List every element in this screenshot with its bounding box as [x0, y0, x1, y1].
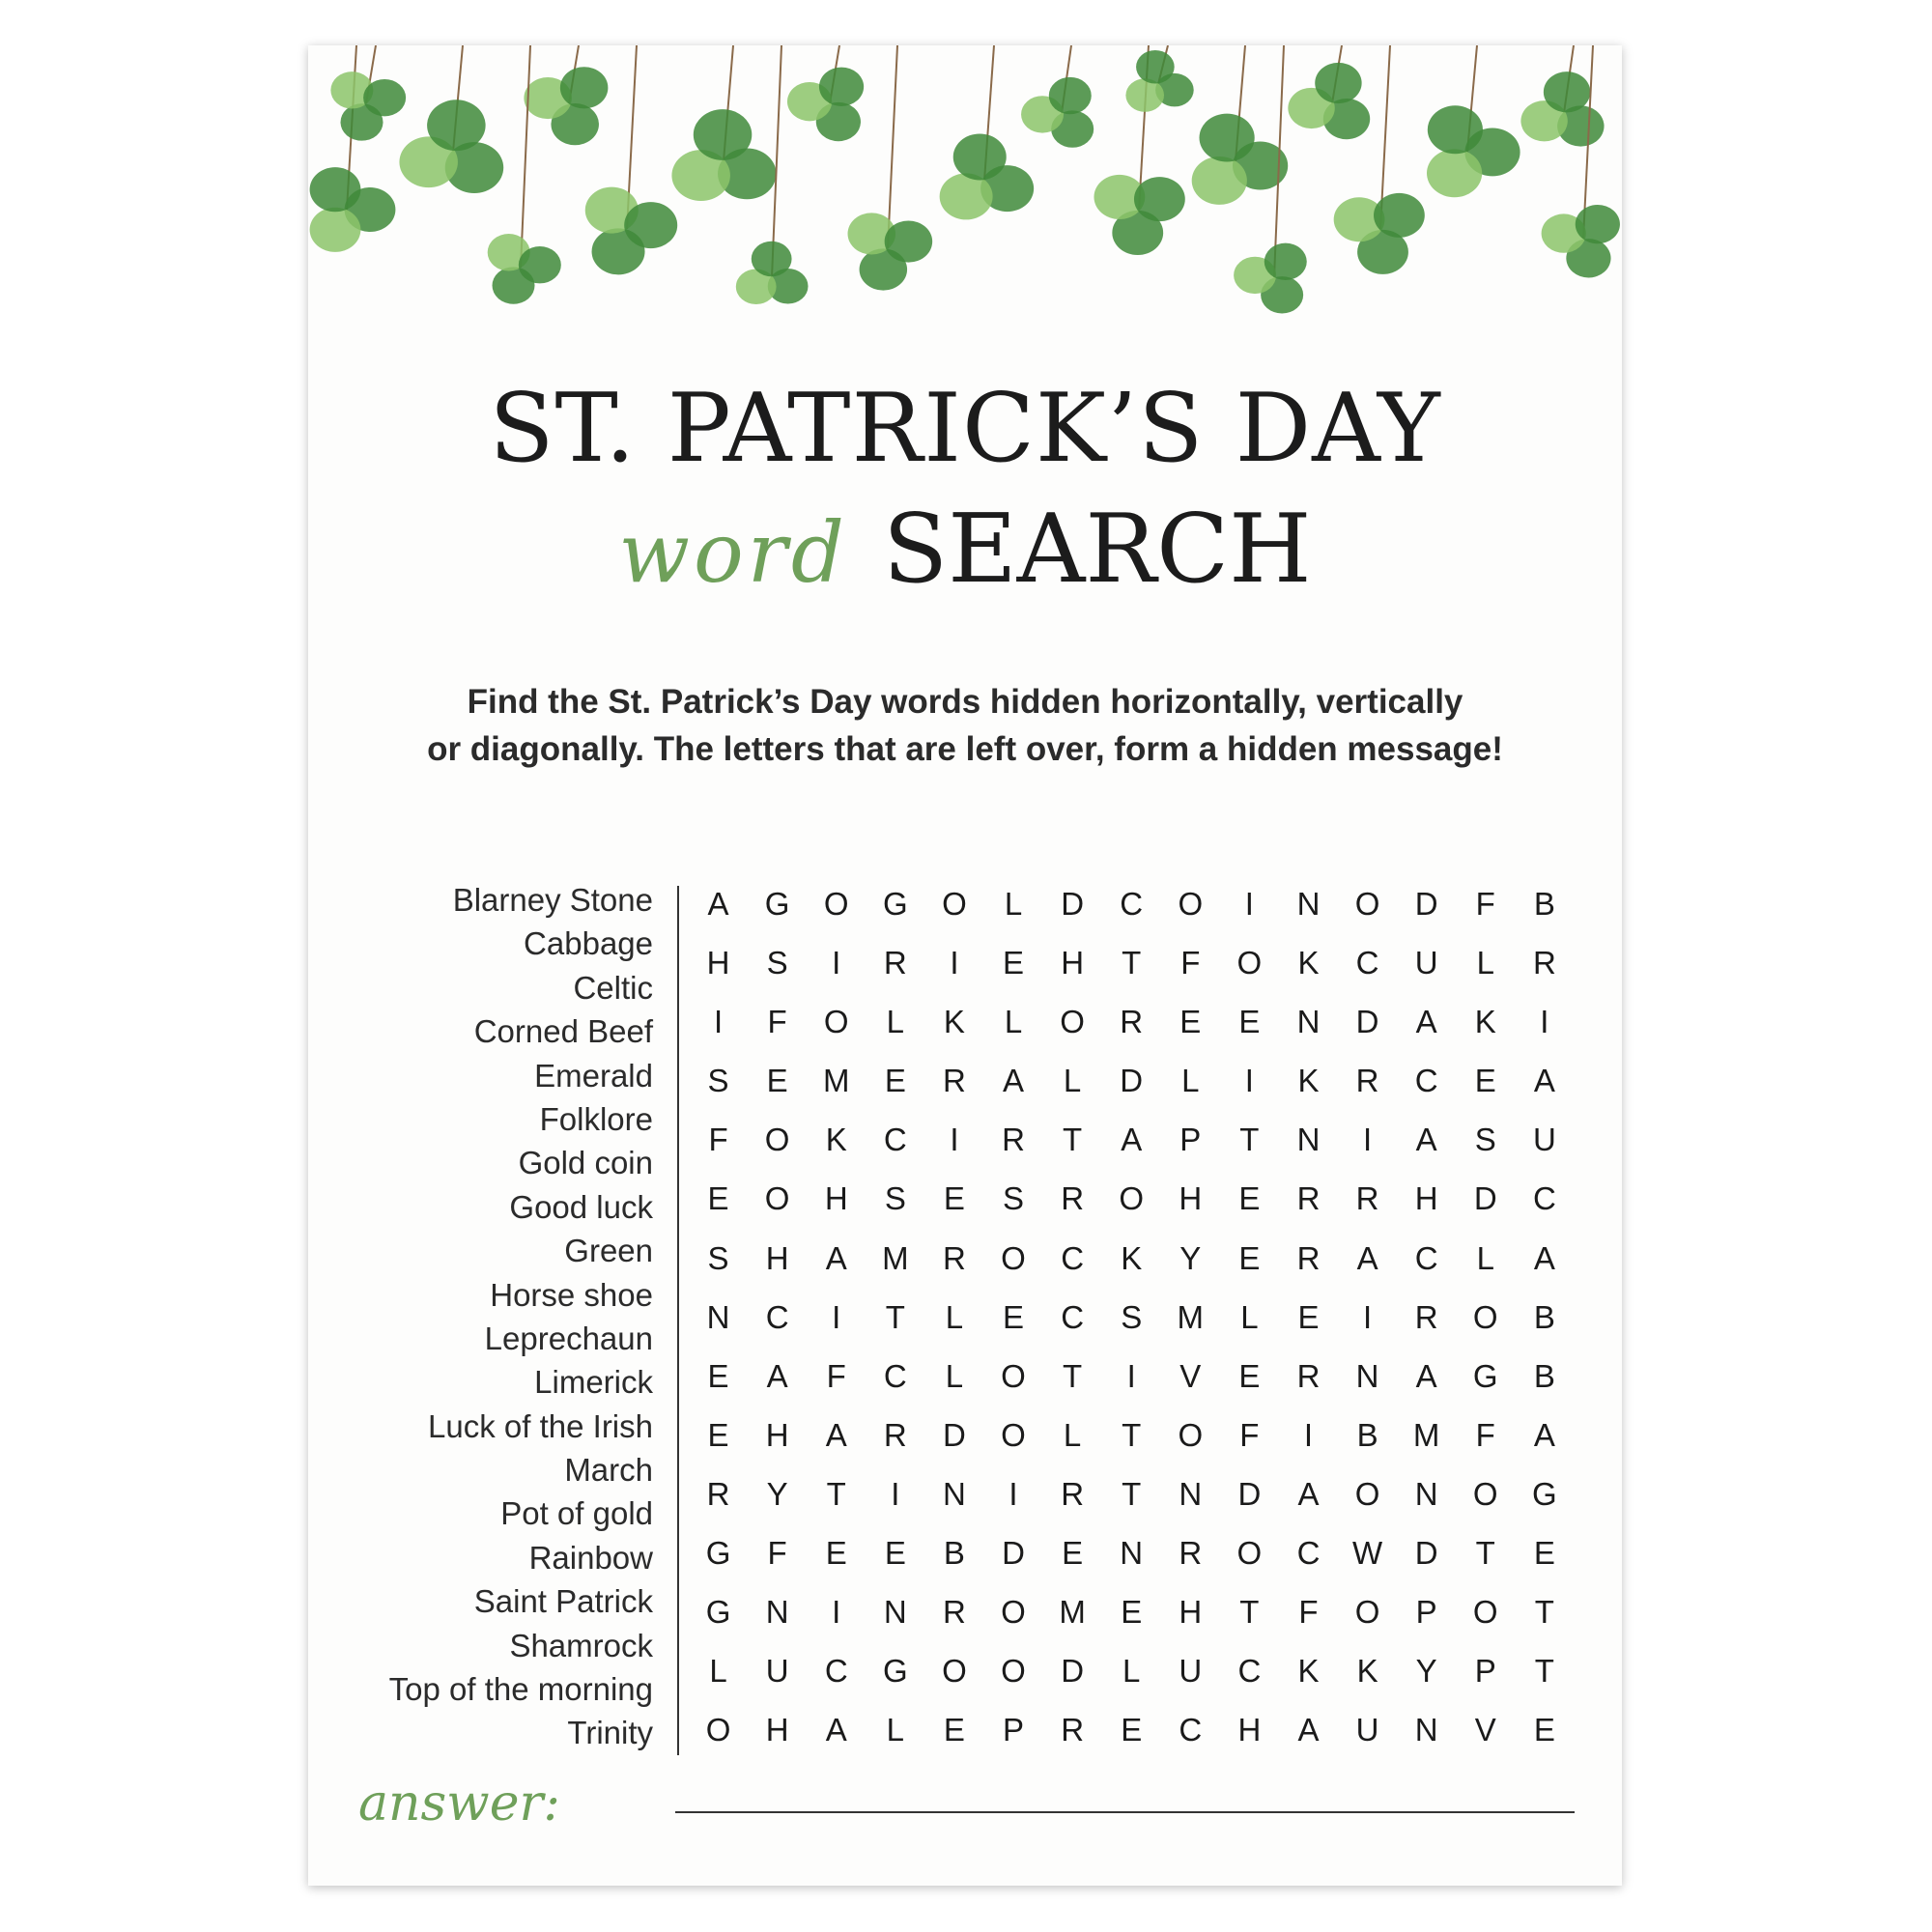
grid-letter[interactable]: Y: [1179, 1239, 1202, 1276]
grid-letter[interactable]: B: [1356, 1416, 1378, 1453]
grid-letter[interactable]: A: [1297, 1712, 1320, 1748]
word-list-item: Luck of the Irish: [428, 1407, 653, 1444]
grid-letter[interactable]: E: [1003, 1298, 1025, 1335]
grid-letter[interactable]: A: [707, 886, 729, 922]
grid-letter[interactable]: R: [1061, 1180, 1085, 1217]
grid-letter[interactable]: I: [1244, 1063, 1254, 1099]
grid-letter[interactable]: F: [1475, 886, 1495, 922]
grid-letter[interactable]: C: [1296, 1535, 1321, 1572]
grid-letter[interactable]: N: [1355, 1357, 1379, 1394]
grid-letter[interactable]: M: [1177, 1298, 1205, 1335]
grid-letter[interactable]: T: [1534, 1594, 1554, 1631]
grid-letter[interactable]: F: [767, 1004, 787, 1040]
grid-letter[interactable]: T: [1063, 1357, 1083, 1394]
shamrock-icon: [488, 234, 561, 304]
word-list-item: Pot of gold: [500, 1495, 653, 1532]
grid-letter[interactable]: A: [1415, 1357, 1437, 1394]
grid-letter[interactable]: C: [1532, 1180, 1556, 1217]
title-search: SEARCH: [882, 495, 1312, 605]
grid-letter[interactable]: N: [1296, 886, 1321, 922]
grid-letter[interactable]: K: [943, 1004, 965, 1040]
shamrock-icon: [736, 242, 809, 304]
grid-letter[interactable]: C: [883, 1122, 907, 1158]
grid-letter[interactable]: O: [1001, 1653, 1026, 1690]
word-list-item: Emerald: [534, 1057, 653, 1094]
grid-letter[interactable]: G: [1472, 1357, 1498, 1394]
grid-letter[interactable]: F: [1180, 945, 1201, 981]
grid-letter[interactable]: L: [1004, 1004, 1023, 1040]
shamrock-icon: [585, 187, 677, 275]
grid-letter[interactable]: H: [765, 1239, 789, 1276]
grid-letter[interactable]: L: [1063, 1063, 1082, 1099]
grid-letter[interactable]: O: [1178, 1416, 1204, 1453]
grid-letter[interactable]: R: [1002, 1122, 1025, 1158]
shamrock-icon: [1094, 175, 1184, 255]
grid-letter[interactable]: I: [1362, 1298, 1373, 1335]
grid-letter[interactable]: O: [764, 1180, 790, 1217]
grid-letter[interactable]: T: [1063, 1122, 1083, 1158]
grid-letter[interactable]: R: [1296, 1239, 1321, 1276]
shamrock-icon: [787, 68, 864, 142]
grid-letter[interactable]: I: [1126, 1357, 1136, 1394]
grid-letter[interactable]: S: [884, 1180, 906, 1217]
grid-letter[interactable]: O: [1001, 1416, 1026, 1453]
shamrock-icon: [399, 99, 503, 193]
answer-label: answer:: [358, 1775, 560, 1833]
grid-letter[interactable]: B: [1533, 886, 1555, 922]
grid-letter[interactable]: Y: [766, 1475, 788, 1512]
grid-letter[interactable]: M: [822, 1063, 850, 1099]
grid-letter[interactable]: N: [1296, 1122, 1321, 1158]
grid-letter[interactable]: A: [1121, 1122, 1143, 1158]
grid-letter[interactable]: O: [1001, 1239, 1026, 1276]
shamrock-icon: [1125, 50, 1193, 112]
grid-letter[interactable]: L: [886, 1004, 904, 1040]
grid-letter[interactable]: D: [1120, 1063, 1144, 1099]
grid-letter[interactable]: H: [1179, 1594, 1203, 1631]
grid-letter[interactable]: F: [1298, 1594, 1319, 1631]
grid-letter[interactable]: A: [825, 1239, 847, 1276]
grid-letter[interactable]: T: [1534, 1653, 1554, 1690]
grid-letter[interactable]: D: [1061, 886, 1085, 922]
grid-letter[interactable]: I: [1362, 1122, 1373, 1158]
grid-letter[interactable]: L: [1240, 1298, 1259, 1335]
grid-letter[interactable]: D: [943, 1416, 966, 1453]
grid-letter[interactable]: A: [1533, 1239, 1555, 1276]
word-search-card: [308, 45, 1622, 1886]
word-list: [308, 878, 653, 1755]
grid-letter[interactable]: K: [1297, 1063, 1320, 1099]
word-list-item: Top of the morning: [388, 1671, 653, 1708]
grid-letter[interactable]: K: [1297, 945, 1320, 981]
grid-letter[interactable]: M: [1059, 1594, 1086, 1631]
grid-letter[interactable]: K: [1121, 1239, 1143, 1276]
word-list-item: Shamrock: [509, 1627, 653, 1663]
grid-letter[interactable]: F: [767, 1535, 787, 1572]
grid-letter[interactable]: C: [1061, 1239, 1085, 1276]
grid-letter[interactable]: S: [707, 1063, 729, 1099]
grid-letter[interactable]: G: [705, 1535, 731, 1572]
word-list-item: Cabbage: [524, 925, 653, 962]
grid-letter[interactable]: T: [1122, 1416, 1142, 1453]
grid-letter[interactable]: A: [1356, 1239, 1378, 1276]
shamrock-icon: [524, 67, 608, 145]
grid-letter[interactable]: O: [1354, 1594, 1380, 1631]
grid-letter[interactable]: L: [1181, 1063, 1200, 1099]
grid-letter[interactable]: N: [943, 1475, 966, 1512]
grid-letter[interactable]: N: [1414, 1712, 1438, 1748]
grid-letter[interactable]: O: [1001, 1357, 1026, 1394]
grid-letter[interactable]: E: [707, 1416, 729, 1453]
grid-letter[interactable]: H: [765, 1416, 789, 1453]
grid-letter[interactable]: E: [1238, 1004, 1261, 1040]
grid-letter[interactable]: C: [1414, 1063, 1438, 1099]
grid-letter[interactable]: U: [765, 1653, 789, 1690]
grid-letter[interactable]: A: [825, 1712, 847, 1748]
word-list-item: Limerick: [534, 1364, 653, 1401]
grid-letter[interactable]: F: [1475, 1416, 1495, 1453]
shamrock-icon: [1234, 243, 1307, 314]
grid-letter[interactable]: R: [1414, 1298, 1438, 1335]
grid-letter[interactable]: D: [1414, 886, 1438, 922]
grid-letter[interactable]: E: [1121, 1712, 1143, 1748]
grid-letter[interactable]: R: [1355, 1180, 1379, 1217]
grid-letter[interactable]: S: [1003, 1180, 1025, 1217]
grid-letter[interactable]: E: [943, 1180, 965, 1217]
grid-letter[interactable]: K: [825, 1122, 847, 1158]
grid-letter[interactable]: B: [1533, 1357, 1555, 1394]
grid-letter[interactable]: E: [1238, 1357, 1261, 1394]
grid-letter[interactable]: B: [943, 1535, 965, 1572]
grid-letter[interactable]: S: [707, 1239, 729, 1276]
title-script-word: word: [618, 505, 848, 602]
grid-letter[interactable]: W: [1352, 1535, 1383, 1572]
grid-letter[interactable]: L: [1122, 1653, 1141, 1690]
grid-letter[interactable]: S: [1121, 1298, 1143, 1335]
grid-letter[interactable]: Y: [1415, 1653, 1437, 1690]
grid-letter[interactable]: O: [1236, 945, 1263, 981]
grid-letter[interactable]: M: [882, 1239, 909, 1276]
grid-letter[interactable]: E: [825, 1535, 847, 1572]
grid-letter[interactable]: O: [1060, 1004, 1085, 1040]
grid-letter[interactable]: O: [1472, 1475, 1498, 1512]
grid-letter[interactable]: C: [824, 1653, 848, 1690]
grid-letter[interactable]: E: [943, 1712, 965, 1748]
grid-letter[interactable]: I: [1540, 1004, 1549, 1040]
grid-letter[interactable]: O: [1472, 1594, 1498, 1631]
grid-letter[interactable]: T: [1122, 1475, 1142, 1512]
grid-letter[interactable]: O: [1236, 1535, 1263, 1572]
word-list-item: Horse shoe: [490, 1276, 653, 1313]
grid-letter[interactable]: R: [1061, 1712, 1085, 1748]
grid-letter[interactable]: O: [1472, 1298, 1498, 1335]
grid-letter[interactable]: A: [1297, 1475, 1320, 1512]
grid-letter[interactable]: E: [707, 1180, 729, 1217]
grid-letter[interactable]: M: [1412, 1416, 1440, 1453]
grid-letter[interactable]: G: [1532, 1475, 1557, 1512]
word-list-item: March: [564, 1452, 653, 1489]
grid-letter[interactable]: G: [882, 1653, 908, 1690]
grid-letter[interactable]: B: [1533, 1298, 1555, 1335]
grid-letter[interactable]: E: [766, 1063, 788, 1099]
grid-letter[interactable]: E: [1533, 1712, 1555, 1748]
grid-letter[interactable]: H: [824, 1180, 848, 1217]
grid-letter[interactable]: N: [883, 1594, 907, 1631]
grid-letter[interactable]: A: [766, 1357, 788, 1394]
grid-letter[interactable]: T: [1475, 1535, 1495, 1572]
grid-letter[interactable]: O: [1001, 1594, 1026, 1631]
shamrock-icon: [1021, 77, 1094, 148]
grid-letter[interactable]: O: [764, 1122, 790, 1158]
grid-letter[interactable]: T: [1122, 945, 1142, 981]
word-list-item: Saint Patrick: [473, 1583, 653, 1620]
grid-letter[interactable]: L: [945, 1298, 964, 1335]
grid-letter[interactable]: A: [1415, 1122, 1437, 1158]
grid-letter[interactable]: T: [1239, 1594, 1260, 1631]
grid-letter[interactable]: D: [1473, 1180, 1497, 1217]
grid-letter[interactable]: R: [943, 1063, 966, 1099]
word-list-item: Good luck: [509, 1188, 653, 1225]
shamrock-icon: [848, 213, 933, 290]
grid-letter[interactable]: I: [1303, 1416, 1314, 1453]
grid-letter[interactable]: P: [1003, 1712, 1025, 1748]
grid-letter[interactable]: I: [1244, 886, 1254, 922]
word-list-item: Corned Beef: [473, 1013, 653, 1050]
grid-letter[interactable]: I: [832, 1594, 841, 1631]
grid-letter[interactable]: R: [1179, 1535, 1203, 1572]
grid-letter[interactable]: G: [764, 886, 790, 922]
instructions-line-2: or diagonally. The letters that are left over, form a hidden message!: [427, 730, 1503, 768]
grid-letter[interactable]: A: [1533, 1416, 1555, 1453]
shamrock-icon: [940, 133, 1035, 219]
word-list-item: Blarney Stone: [452, 882, 653, 918]
grid-letter[interactable]: E: [707, 1357, 729, 1394]
grid-letter[interactable]: R: [1296, 1357, 1321, 1394]
shamrock-icon: [330, 71, 406, 141]
grid-letter[interactable]: N: [1179, 1475, 1203, 1512]
grid-letter[interactable]: S: [766, 945, 788, 981]
grid-letter[interactable]: O: [942, 1653, 967, 1690]
grid-letter[interactable]: O: [1354, 886, 1380, 922]
grid-letter[interactable]: V: [1474, 1712, 1496, 1748]
grid-letter[interactable]: I: [1009, 1475, 1018, 1512]
grid-letter[interactable]: D: [1237, 1475, 1262, 1512]
grid-letter[interactable]: E: [1297, 1298, 1320, 1335]
grid-letter[interactable]: O: [823, 1004, 849, 1040]
grid-letter[interactable]: H: [1237, 1712, 1262, 1748]
grid-letter[interactable]: H: [706, 945, 730, 981]
grid-letter[interactable]: A: [1533, 1063, 1555, 1099]
grid-letter[interactable]: F: [1239, 1416, 1260, 1453]
grid-letter[interactable]: P: [1474, 1653, 1496, 1690]
grid-letter[interactable]: E: [884, 1535, 906, 1572]
grid-letter[interactable]: L: [886, 1712, 904, 1748]
word-list-item: Rainbow: [528, 1539, 653, 1576]
grid-letter[interactable]: E: [1003, 945, 1025, 981]
grid-letter[interactable]: N: [1296, 1004, 1321, 1040]
grid-letter[interactable]: F: [826, 1357, 846, 1394]
grid-letter[interactable]: E: [1533, 1535, 1555, 1572]
grid-letter[interactable]: E: [1238, 1180, 1261, 1217]
shamrock-icon: [1542, 205, 1620, 277]
grid-letter[interactable]: N: [1414, 1475, 1438, 1512]
grid-letter[interactable]: N: [706, 1298, 730, 1335]
grid-letter[interactable]: H: [1061, 945, 1085, 981]
grid-letter[interactable]: R: [943, 1239, 966, 1276]
grid-letter[interactable]: A: [1003, 1063, 1025, 1099]
grid-letter[interactable]: L: [1004, 886, 1023, 922]
word-list-item: Folklore: [539, 1100, 653, 1137]
grid-letter[interactable]: A: [1415, 1004, 1437, 1040]
grid-letter[interactable]: P: [1179, 1122, 1202, 1158]
shamrock-icon: [1334, 193, 1425, 274]
grid-letter[interactable]: I: [891, 1475, 900, 1512]
grid-letter[interactable]: I: [832, 945, 841, 981]
grid-letter[interactable]: C: [1061, 1298, 1085, 1335]
grid-letter[interactable]: O: [823, 886, 849, 922]
grid-letter[interactable]: D: [1061, 1653, 1085, 1690]
grid-letter[interactable]: K: [1474, 1004, 1496, 1040]
grid-letter[interactable]: G: [705, 1594, 731, 1631]
grid-letter[interactable]: L: [709, 1653, 727, 1690]
grid-letter[interactable]: O: [705, 1712, 731, 1748]
grid-letter[interactable]: E: [1179, 1004, 1202, 1040]
shamrock-icon: [1288, 63, 1370, 139]
grid-letter[interactable]: R: [883, 945, 907, 981]
title-line-1: ST. PATRICK’S DAY: [489, 374, 1441, 484]
instructions: [308, 678, 1622, 773]
grid-letter[interactable]: R: [1296, 1180, 1321, 1217]
grid-letter[interactable]: R: [1061, 1475, 1085, 1512]
grid-letter[interactable]: D: [1355, 1004, 1379, 1040]
grid-letter[interactable]: U: [1355, 1712, 1379, 1748]
grid-letter[interactable]: N: [765, 1594, 789, 1631]
grid-letter[interactable]: R: [1120, 1004, 1144, 1040]
shamrock-icon: [1192, 114, 1289, 205]
grid-letter[interactable]: L: [1476, 945, 1494, 981]
grid-letter[interactable]: S: [1474, 1122, 1496, 1158]
shamrock-icon: [1427, 105, 1520, 197]
grid-letter[interactable]: H: [1179, 1180, 1203, 1217]
grid-letter[interactable]: O: [1119, 1180, 1145, 1217]
word-list-item: Celtic: [573, 969, 653, 1006]
grid-letter[interactable]: R: [1532, 945, 1556, 981]
grid-letter[interactable]: F: [708, 1122, 728, 1158]
grid-letter[interactable]: R: [706, 1475, 730, 1512]
grid-letter[interactable]: P: [1415, 1594, 1437, 1631]
grid-letter[interactable]: I: [832, 1298, 841, 1335]
shamrock-icon: [310, 167, 396, 252]
grid-letter[interactable]: I: [950, 1122, 959, 1158]
word-list-item: Green: [564, 1233, 653, 1269]
grid-letter[interactable]: H: [765, 1712, 789, 1748]
grid-letter[interactable]: U: [1414, 945, 1438, 981]
grid-letter[interactable]: C: [1414, 1239, 1438, 1276]
grid-letter[interactable]: K: [1356, 1653, 1378, 1690]
grid-letter[interactable]: L: [945, 1357, 964, 1394]
grid-letter[interactable]: C: [883, 1357, 907, 1394]
grid-letter[interactable]: U: [1532, 1122, 1556, 1158]
grid-letter[interactable]: R: [1355, 1063, 1379, 1099]
shamrock-garland-decoration: [308, 45, 1622, 335]
grid-letter[interactable]: E: [1121, 1594, 1143, 1631]
grid-letter[interactable]: E: [1474, 1063, 1496, 1099]
letter-grid: [689, 874, 1574, 1759]
grid-letter[interactable]: V: [1179, 1357, 1202, 1394]
grid-letter[interactable]: C: [765, 1298, 789, 1335]
grid-letter[interactable]: D: [1414, 1535, 1438, 1572]
grid-letter[interactable]: G: [882, 886, 908, 922]
grid-letter[interactable]: C: [1120, 886, 1144, 922]
grid-letter[interactable]: L: [1476, 1239, 1494, 1276]
grid-letter[interactable]: O: [1354, 1475, 1380, 1512]
grid-letter[interactable]: T: [1239, 1122, 1260, 1158]
grid-letter[interactable]: E: [884, 1063, 906, 1099]
grid-letter[interactable]: O: [942, 886, 967, 922]
grid-letter[interactable]: C: [1355, 945, 1379, 981]
grid-letter[interactable]: U: [1179, 1653, 1203, 1690]
grid-letter[interactable]: O: [1178, 886, 1204, 922]
word-list-item: Gold coin: [518, 1145, 653, 1181]
grid-letter[interactable]: E: [1238, 1239, 1261, 1276]
grid-letter[interactable]: R: [883, 1416, 907, 1453]
grid-letter[interactable]: T: [826, 1475, 846, 1512]
grid-letter[interactable]: E: [1062, 1535, 1084, 1572]
instructions-line-1: Find the St. Patrick’s Day words hidden horizontally, vertically: [467, 683, 1463, 721]
divider: [677, 886, 679, 1755]
shamrock-icon: [671, 109, 776, 201]
title-line-2: [308, 495, 1622, 605]
grid-letter[interactable]: R: [943, 1594, 966, 1631]
grid-letter[interactable]: C: [1179, 1712, 1203, 1748]
word-list-item: Leprechaun: [484, 1320, 653, 1356]
grid-letter[interactable]: A: [825, 1416, 847, 1453]
grid-letter[interactable]: C: [1237, 1653, 1262, 1690]
grid-letter[interactable]: T: [885, 1298, 905, 1335]
grid-letter[interactable]: N: [1120, 1535, 1144, 1572]
answer-input-line[interactable]: [675, 1811, 1575, 1813]
grid-letter[interactable]: H: [1414, 1180, 1438, 1217]
grid-letter[interactable]: L: [1063, 1416, 1082, 1453]
grid-letter[interactable]: I: [713, 1004, 724, 1040]
grid-letter[interactable]: I: [950, 945, 959, 981]
grid-letter[interactable]: K: [1297, 1653, 1320, 1690]
word-list-item: Trinity: [567, 1715, 653, 1751]
grid-letter[interactable]: D: [1002, 1535, 1025, 1572]
